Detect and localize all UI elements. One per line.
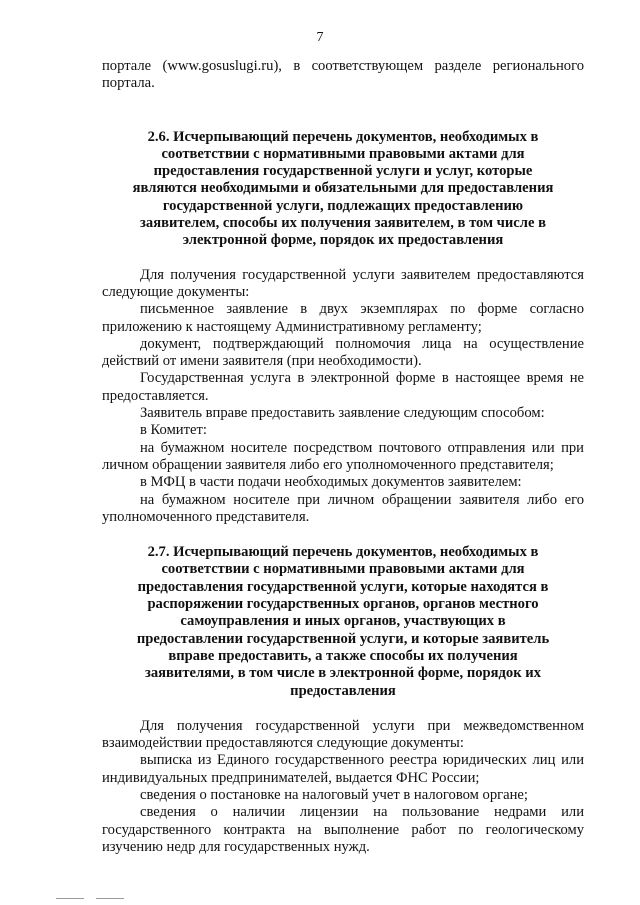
page-number: 7 (316, 30, 324, 45)
s26-p8: в МФЦ в части подачи необходимых документов заявителем: (140, 474, 522, 491)
section-2-6-heading-text: 2.6. Исчерпывающий перечень документов, необходимых в соответствии с нормативными правовыми актами для предоставления государственной услуги и услуг, которые являются необходимыми и обязательными для предоставления государственной услуги, подлежащих предоставлению заявителем, способы их получения заявителем, в том числе в электронной форме, порядок их предоставления (132, 128, 554, 249)
section-2-6-heading (102, 129, 584, 250)
s27-p2: выписка из Единого государственного реестра юридических лиц или индивидуальных предпринимателей, выдается ФНС России; (102, 752, 584, 786)
intro-paragraph: порталe (www.gosuslugi.ru), в соответствующем разделе регионального портала. (102, 58, 584, 92)
document-body (102, 58, 584, 856)
section-2-7-heading (102, 544, 584, 700)
s26-p5: Заявитель вправе предоставить заявление следующим способом: (140, 405, 545, 422)
footer-rule-right (96, 898, 124, 899)
footer-rule-left (56, 898, 84, 899)
s26-p1: Для получения государственной услуги заявителем предоставляются следующие документы: (102, 266, 584, 300)
section-2-7-heading-text: 2.7. Исчерпывающий перечень документов, необходимых в соответствии с нормативными правовыми актами для предоставления государственной услуги, которые находятся в распоряжении государственных органов, органов местного самоуправления и иных органов, участвующих в предоставлении государственной услуги, и которые заявитель вправе предоставить, а также способы их получения заявителями, в том числе в электронной форме, порядок их предоставления (136, 544, 550, 699)
s26-p9: на бумажном носителе при личном обращении заявителя либо его уполномоченного представителя. (102, 491, 584, 525)
s26-p4: Государственная услуга в электронной форме в настоящее время не предоставляется. (102, 370, 584, 404)
s27-p4: сведения о наличии лицензии на пользование недрами или государственного контракта на выполнение работ по геологическому изучению недр для государственных нужд. (102, 804, 584, 855)
s26-p6: в Комитет: (140, 422, 207, 439)
s26-p2: письменное заявление в двух экземплярах по форме согласно приложению к настоящему Административному регламенту; (102, 301, 584, 335)
s26-p7: на бумажном носителе посредством почтового отправления или при личном обращении заявителя либо его уполномоченного представителя; (102, 439, 584, 473)
s27-p3: сведения о постановке на налоговый учет в налоговом органе; (140, 786, 528, 803)
s27-p1: Для получения государственной услуги при межведомственном взаимодействии предоставляются следующие документы: (102, 717, 584, 752)
s26-p3: документ, подтверждающий полномочия лица на осуществление действий от имени заявителя (при необходимости). (102, 335, 584, 370)
